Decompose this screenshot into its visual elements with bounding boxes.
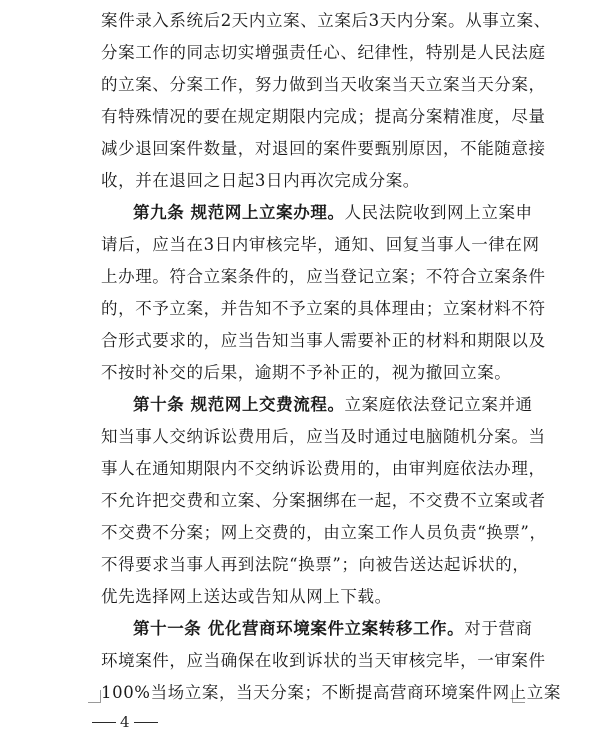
text-line	[101, 517, 547, 549]
line-text: 优先选择网上送达或告知从网上下载。	[101, 587, 392, 606]
text-line	[101, 645, 546, 677]
line-text: 减少退回案件数量，对退回的案件要甄别原因，不能随意接	[101, 139, 546, 158]
line-text: 对于营商	[464, 619, 533, 638]
line-text: 收，并在退回之日起3日内再次完成分案。	[101, 171, 420, 190]
text-line	[101, 293, 546, 325]
article-9-heading-line	[133, 197, 533, 229]
text-line	[101, 421, 546, 453]
line-text: 不允许把交费和立案、分案捆绑在一起，不交费不立案或者	[101, 491, 546, 510]
line-text: 100%当场立案，当天分案；不断提高营商环境案件网上立案	[101, 683, 561, 702]
text-line	[101, 485, 546, 517]
text-line	[101, 581, 513, 613]
line-text: 上办理。符合立案条件的，应当登记立案；不符合立案条件	[101, 267, 546, 286]
text-line	[101, 357, 513, 389]
line-text: 请后，应当在3日内审核完毕，通知、回复当事人一律在网	[101, 235, 540, 254]
line-text: 知当事人交纳诉讼费用后，应当及时通过电脑随机分案。当	[101, 427, 546, 446]
line-text: 不交费不分案；网上交费的，由立案工作人员负责“换票”，	[101, 523, 547, 542]
line-text: 的立案、分案工作，努力做到当天收案当天立案当天分案，	[101, 75, 546, 94]
article-11-heading-line	[133, 613, 533, 645]
page-footer	[88, 712, 162, 732]
text-line	[101, 37, 546, 69]
article-11-title: 第十一条 优化营商环境案件立案转移工作。	[133, 619, 465, 638]
line-text: 环境案件，应当确保在收到诉状的当天审核完毕，一审案件	[101, 651, 546, 670]
article-9-title: 第九条 规范网上立案办理。	[133, 203, 345, 222]
article-10-heading-line	[133, 389, 533, 421]
footer-dash-left	[92, 722, 116, 723]
line-text: 人民法院收到网上立案申	[344, 203, 533, 222]
crop-mark-bottom-left	[88, 690, 101, 703]
page-number: 4	[120, 713, 130, 731]
text-line	[101, 677, 561, 709]
line-text: 分案工作的同志切实增强责任心、纪律性，特别是人民法庭	[101, 43, 546, 62]
text-line	[101, 101, 546, 133]
footer-dash-right	[134, 722, 158, 723]
line-text: 立案庭依法登记立案并通	[344, 395, 533, 414]
line-text: 案件录入系统后2天内立案、立案后3天内分案。从事立案、	[101, 11, 551, 30]
article-10-title: 第十条 规范网上交费流程。	[133, 395, 345, 414]
line-text: 的，不予立案，并告知不予立案的具体理由；立案材料不符	[101, 299, 546, 318]
text-line	[101, 5, 551, 37]
text-line	[101, 229, 540, 261]
text-line	[101, 133, 546, 165]
line-text: 事人在通知期限内不交纳诉讼费用的，由审判庭依法办理，	[101, 459, 546, 478]
text-line	[101, 69, 546, 101]
line-text: 有特殊情况的要在规定期限内完成；提高分案精准度，尽量	[101, 107, 546, 126]
text-line	[101, 261, 546, 293]
line-text: 不按时补交的后果，逾期不予补正的，视为撤回立案。	[101, 363, 512, 382]
line-text: 不得要求当事人再到法院“换票”；向被告送达起诉状的，	[101, 555, 530, 574]
line-text: 合形式要求的，应当告知当事人需要补正的材料和期限以及	[101, 331, 546, 350]
text-line	[101, 325, 546, 357]
text-line	[101, 549, 530, 581]
text-line	[101, 453, 546, 485]
text-line	[101, 165, 513, 197]
